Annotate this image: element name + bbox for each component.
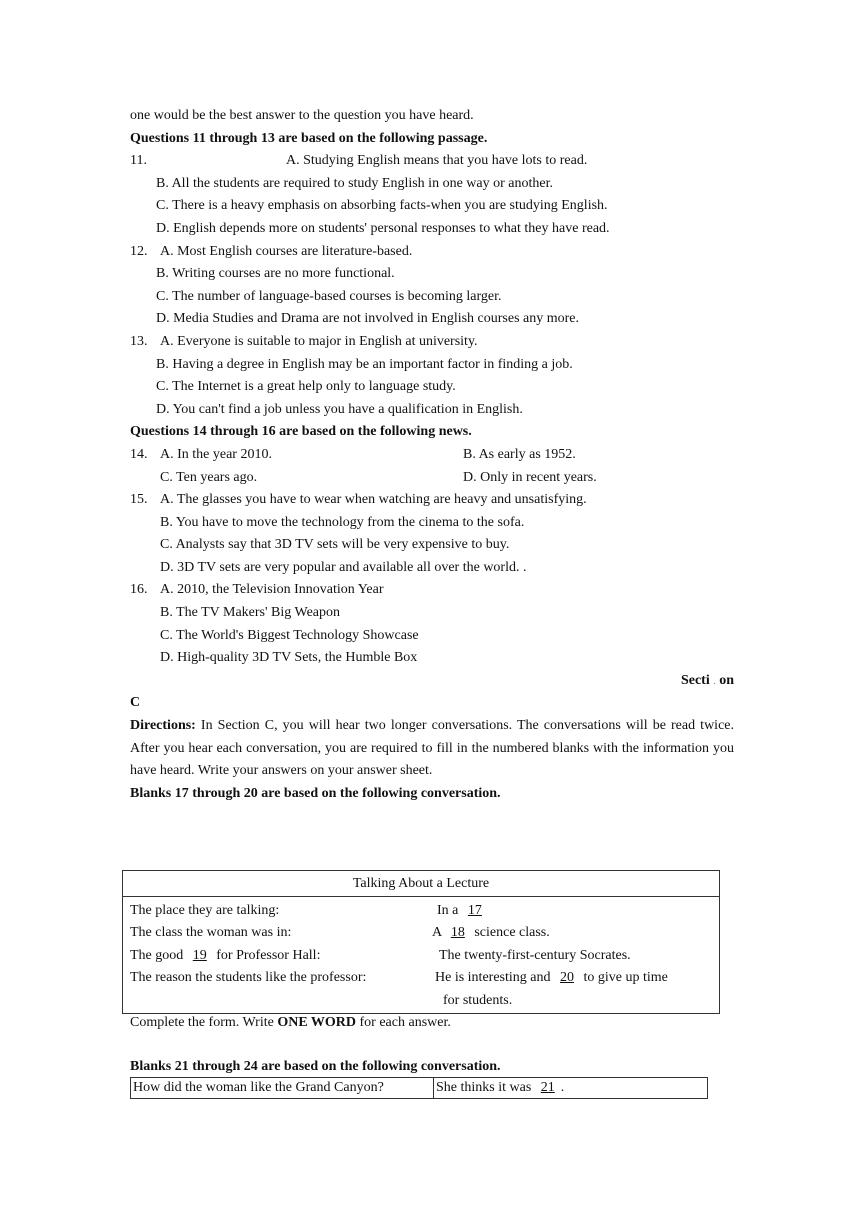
q12-option-a: 12. A. Most English courses are literature-based. (130, 241, 734, 264)
q12-option-c: C. The number of language-based courses is becoming larger. (156, 288, 502, 304)
blank-18: 18 (450, 925, 465, 941)
q14-option-d: D. Only in recent years. (463, 469, 597, 485)
q15-option-a: 15. A. The glasses you have to wear when watching are heavy and unsatisfying. (130, 489, 734, 512)
q13-option-a: 13. A. Everyone is suitable to major in English at university. (130, 331, 734, 354)
canyon-question: How did the woman like the Grand Canyon? (131, 1078, 434, 1099)
blank-19: 19 (192, 947, 207, 963)
q12-option-b: B. Writing courses are no more functional. (156, 266, 395, 282)
intro-line: one would be the best answer to the question you have heard. (130, 108, 474, 123)
q11-option-a: 11. A. Studying English means that you have lots to read. (130, 150, 734, 173)
q15-option-c: C. Analysts say that 3D TV sets will be very expensive to buy. (160, 537, 510, 553)
table-row: The place they are talking: In a 17 (123, 896, 720, 922)
table-row: The class the woman was in: A 18 science class. (130, 925, 550, 941)
blank-21: 21 (540, 1080, 555, 1095)
q14-option-c: C. Ten years ago. (160, 469, 258, 485)
q16-option-a: 16. A. 2010, the Television Innovation Year (130, 579, 734, 602)
blank-20: 20 (559, 970, 574, 986)
blanks2-title: Blanks 21 through 24 are based on the following conversation. (130, 1059, 501, 1074)
document-body (130, 105, 734, 805)
q15-number: 15. (130, 492, 148, 508)
q11-option-b: B. All the students are required to study English in one way or another. (156, 175, 553, 191)
section-heading: Secti . on (680, 672, 734, 688)
canyon-table (130, 1077, 708, 1099)
q15-option-d: D. 3D TV sets are very popular and available all over the world. . (160, 559, 527, 575)
lecture-table (122, 870, 720, 1014)
form-note: Complete the form. Write ONE WORD for each answer. (130, 1015, 451, 1030)
q14-row1 (130, 444, 734, 467)
q16-number: 16. (130, 582, 148, 598)
q11-option-c: C. There is a heavy emphasis on absorbing facts-when you are studying English. (156, 198, 608, 214)
table-row: The good 19 for Professor Hall: The twenty-first-century Socrates. (130, 947, 631, 963)
q13-option-c: C. The Internet is a great help only to language study. (156, 379, 456, 395)
q16-option-d: D. High-quality 3D TV Sets, the Humble Box (160, 650, 418, 666)
directions-paragraph (130, 715, 734, 783)
q13-option-b: B. Having a degree in English may be an important factor in finding a job. (156, 356, 573, 372)
q16-option-b: B. The TV Makers' Big Weapon (160, 605, 341, 621)
q15-option-b: B. You have to move the technology from the cinema to the sofa. (160, 514, 525, 530)
lecture-table-title: Talking About a Lecture (123, 871, 720, 897)
blank-17: 17 (467, 902, 482, 918)
group2-title: Questions 14 through 16 are based on the following news. (130, 424, 472, 440)
q12-option-d: D. Media Studies and Drama are not involved in English courses any more. (156, 311, 580, 327)
q12-number: 12. (130, 243, 148, 259)
canyon-answer: She thinks it was 21 . (434, 1078, 708, 1099)
group1-title: Questions 11 through 13 are based on the following passage. (130, 130, 488, 146)
section-heading-letter: C (130, 695, 141, 711)
table-row (131, 1078, 708, 1099)
q14-number: 14. (130, 446, 148, 462)
directions-text: In Section C, you will hear two longer conversations. The conversations will be read twice. After you hear each conversation, you are required to fill in the numbered blanks with the information you have heard. Write your answers on your answer sheet. (130, 718, 734, 779)
q13-number: 13. (130, 333, 148, 349)
q14-option-a: A. In the year 2010. (160, 446, 272, 462)
q11-option-d: D. English depends more on students' personal responses to what they have read. (156, 220, 610, 236)
table-row: The reason the students like the professor: He is interesting and 20 to give up time for students. (130, 970, 668, 1008)
q14-row2 (130, 467, 734, 490)
blanks1-title: Blanks 17 through 20 are based on the following conversation. (130, 785, 501, 801)
q16-option-c: C. The World's Biggest Technology Showcase (160, 627, 419, 643)
q13-option-d: D. You can't find a job unless you have a qualification in English. (156, 401, 523, 417)
q11-number: 11. (130, 153, 147, 169)
q14-option-b: B. As early as 1952. (463, 446, 576, 462)
directions-label: Directions: (130, 718, 196, 734)
